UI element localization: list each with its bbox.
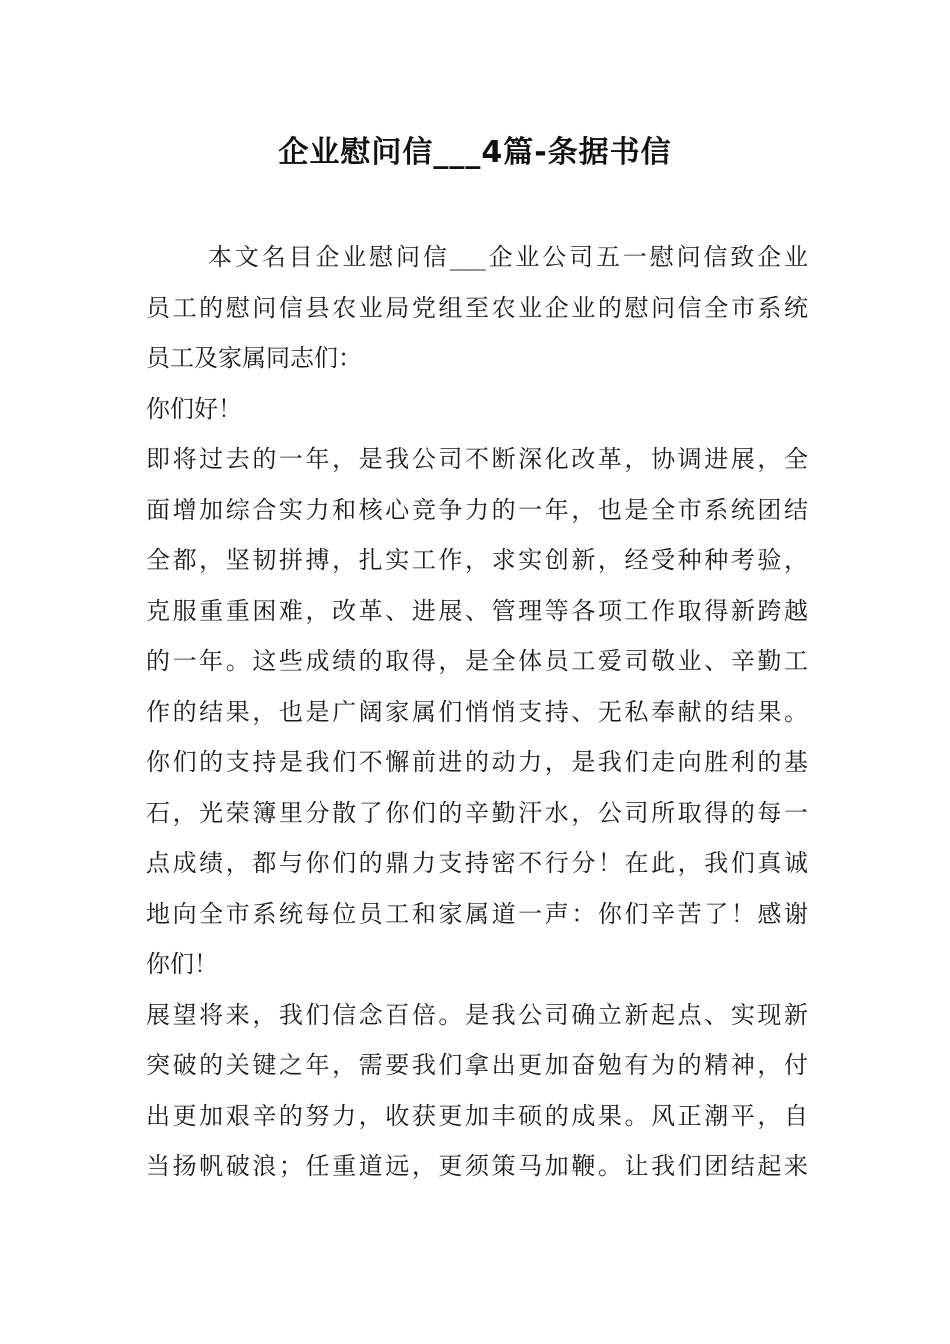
body-line: 本文名目企业慰问信___企业公司五一慰问信致企业 <box>208 243 808 271</box>
body-line: 展望将来，我们信念百倍。是我公司确立新起点、实现新 <box>146 1000 808 1029</box>
body-line: 石，光荣簿里分散了你们的辛勤汗水，公司所取得的每一 <box>146 798 808 827</box>
body-line: 全都，坚韧拼搏，扎实工作，求实创新，经受种种考验， <box>146 546 808 574</box>
body-line: 你们的支持是我们不懈前进的动力，是我们走向胜利的基 <box>146 748 808 776</box>
document-body <box>146 232 808 1192</box>
body-line: 克服重重困难，改革、进展、管理等各项工作取得新跨越 <box>146 596 808 625</box>
body-line: 你们！ <box>146 950 218 978</box>
body-line: 突破的关键之年，需要我们拿出更加奋勉有为的精神，付 <box>146 1051 808 1079</box>
body-line: 地向全市系统每位员工和家属道一声：你们辛苦了！感谢 <box>146 899 808 928</box>
body-line: 面增加综合实力和核心竞争力的一年，也是全市系统团结 <box>146 495 808 524</box>
body-line: 点成绩，都与你们的鼎力支持密不行分！在此，我们真诚 <box>146 849 808 877</box>
body-line: 员工的慰问信县农业局党组至农业企业的慰问信全市系统 <box>146 293 808 322</box>
body-line: 作的结果，也是广阔家属们悄悄支持、无私奉献的结果。 <box>146 697 808 726</box>
body-line: 即将过去的一年，是我公司不断深化改革，协调进展，全 <box>146 445 808 473</box>
document-title: 企业慰问信___4篇-条据书信 <box>278 135 672 170</box>
body-line: 员工及家属同志们： <box>146 344 362 372</box>
body-line: 你们好！ <box>146 394 242 423</box>
body-line: 当扬帆破浪；任重道远，更须策马加鞭。让我们团结起来 <box>146 1152 808 1180</box>
body-line: 的一年。这些成绩的取得，是全体员工爱司敬业、辛勤工 <box>146 647 808 675</box>
body-line: 出更加艰辛的努力，收获更加丰硕的成果。风正潮平，自 <box>146 1101 808 1130</box>
